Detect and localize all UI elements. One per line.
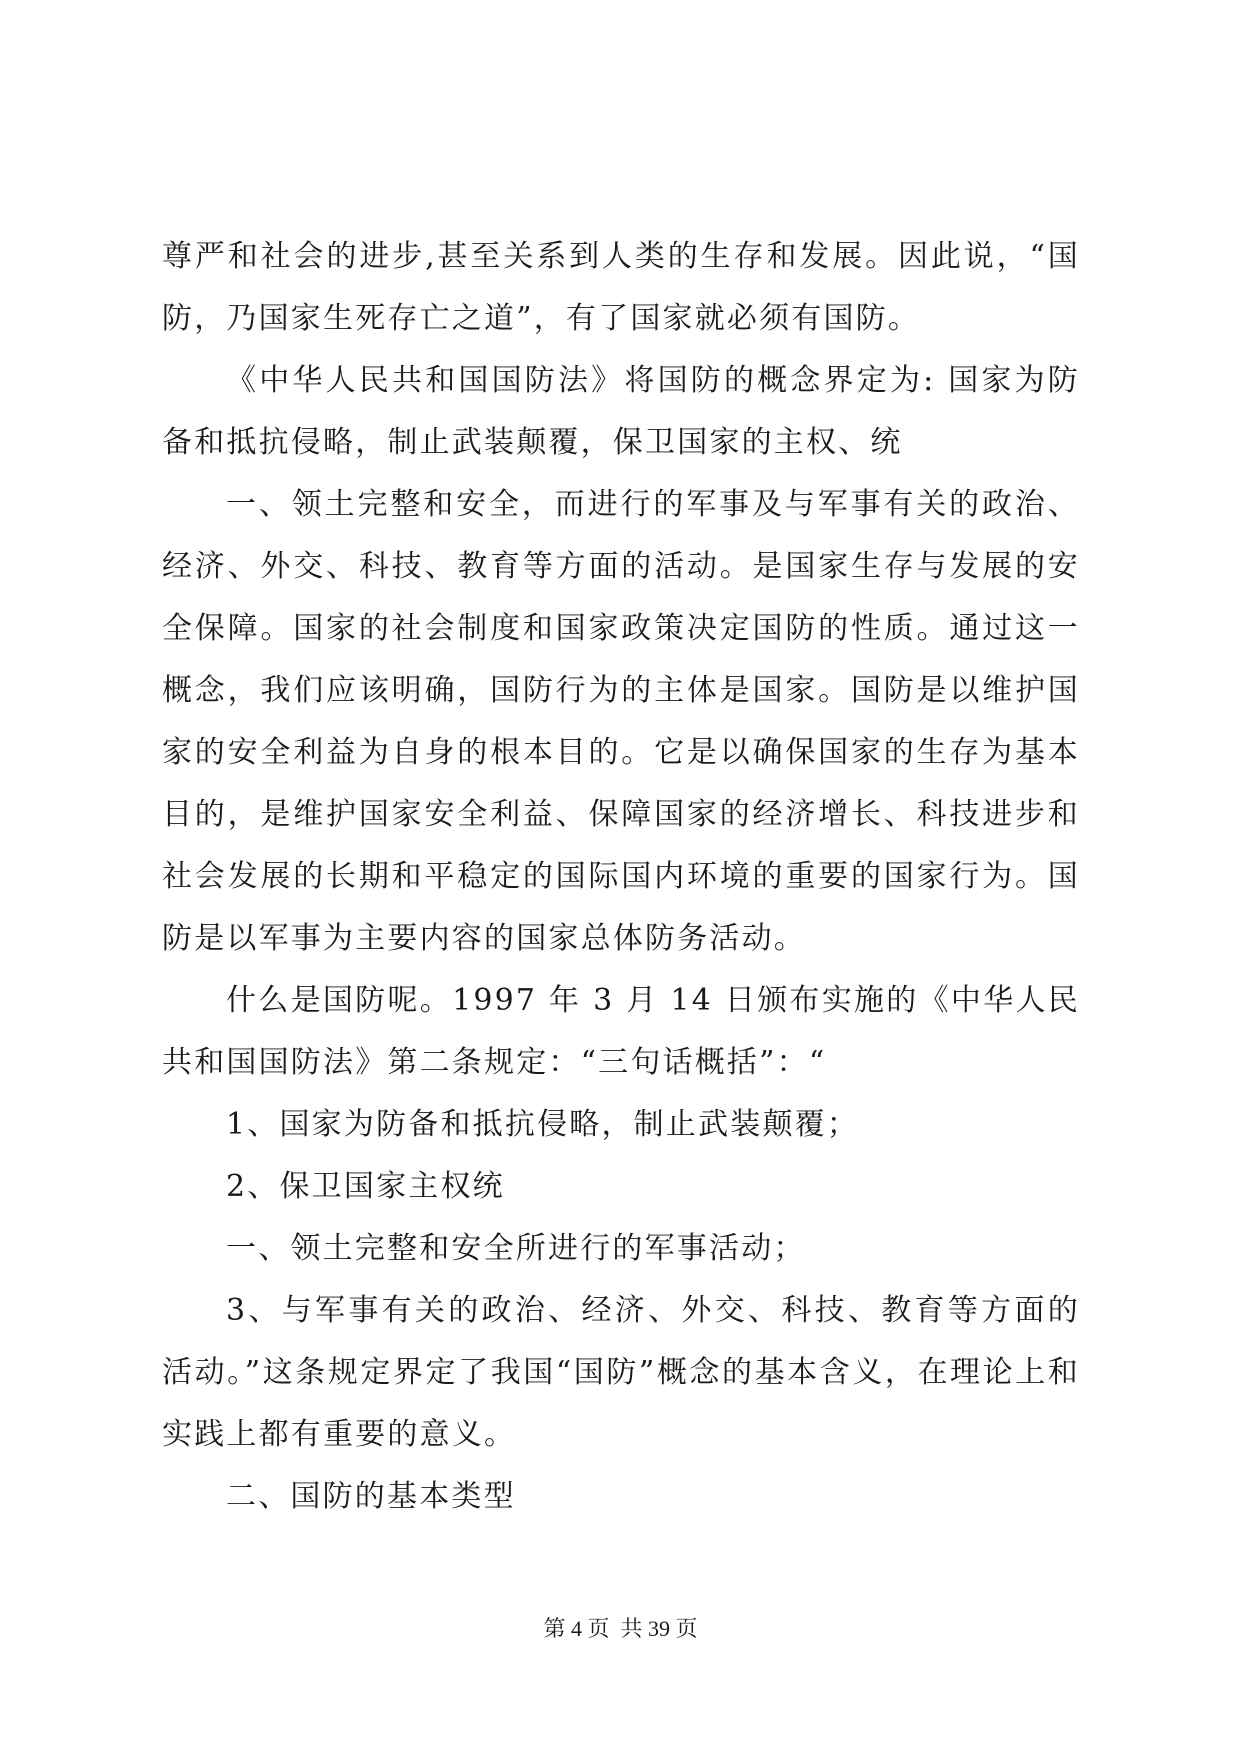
paragraph-5: 1、国家为防备和抵抗侵略，制止武装颠覆； [226,1107,860,1142]
document-body [162,226,1080,1528]
paragraph-9: 二、国防的基本类型 [226,1479,516,1514]
paragraph-3: 一、领土完整和安全，而进行的军事及与军事有关的政治、经济、外交、科技、教育等方面的活动。是国家生存与发展的安全保障。国家的社会制度和国家政策决定国防的性质。通过这一概念，我们应该明确，国防行为的主体是国家。国防是以维护国家的安全利益为自身的根本目的。它是以确保国家的生存为基本目的，是维护国家安全利益、保障国家的经济增长、科技进步和社会发展的长期和平稳定的国际国内环境的重要的国家行为。国防是以军事为主要内容的国家总体防务活动。 [162,487,1080,956]
paragraph-8: 3、与军事有关的政治、经济、外交、科技、教育等方面的活动。”这条规定界定了我国“国防”概念的基本含义，在理论上和实践上都有重要的意义。 [162,1293,1080,1452]
paragraph-6: 2、保卫国家主权统 [226,1169,505,1204]
paragraph-4: 什么是国防呢。1997 年 3 月 14 日颁布实施的《中华人民共和国国防法》第二条规定：“三句话概括”：“ [162,983,1080,1080]
paragraph-2: 《中华人民共和国国防法》将国防的概念界定为: 国家为防备和抵抗侵略，制止武装颠覆，保卫国家的主权、统 [162,363,1080,460]
page-number: 第 4 页 共 39 页 [543,1616,698,1641]
page-footer [0,1614,1241,1644]
paragraph-7: 一、领土完整和安全所进行的军事活动； [226,1231,806,1266]
paragraph-1: 尊严和社会的进步,甚至关系到人类的生存和发展。因此说，“国防，乃国家生死存亡之道”，有了国家就必须有国防。 [162,239,1080,336]
